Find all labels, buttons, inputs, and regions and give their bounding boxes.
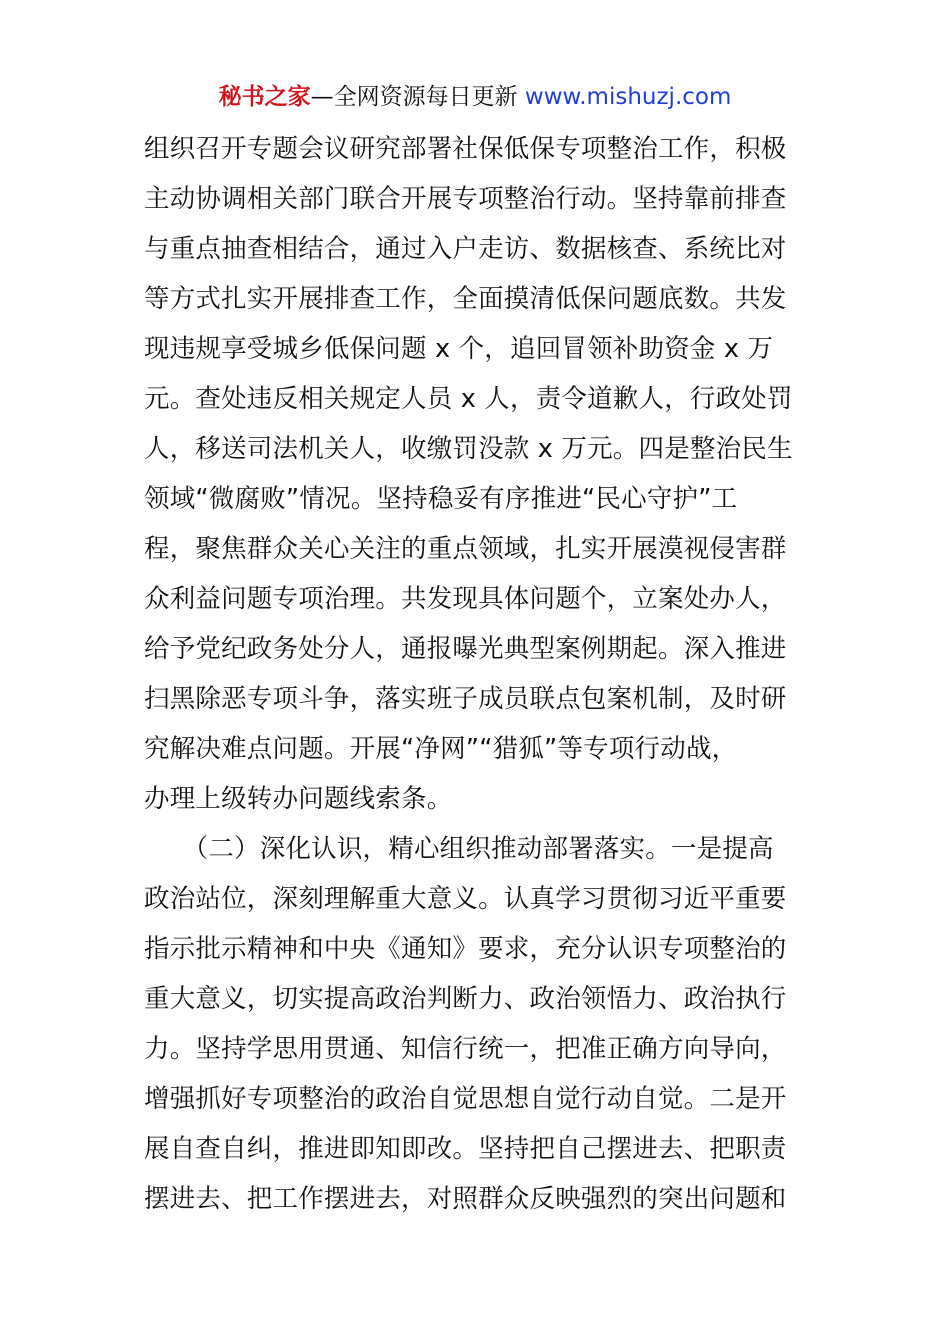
document-body <box>144 124 809 1224</box>
body-line: 重大意义，切实提高政治判断力、政治领悟力、政治执行 <box>144 984 787 1014</box>
body-line: 指示批示精神和中央《通知》要求，充分认识专项整治的 <box>144 934 787 964</box>
body-line: 等方式扎实开展排查工作，全面摸清低保问题底数。共发 <box>144 284 787 314</box>
body-line: 摆进去、把工作摆进去，对照群众反映强烈的突出问题和 <box>144 1184 787 1214</box>
body-line: 给予党纪政务处分人，通报曝光典型案例期起。深入推进 <box>144 634 787 664</box>
body-line: 与重点抽查相结合，通过入户走访、数据核查、系统比对 <box>144 234 787 264</box>
body-line: 主动协调相关部门联合开展专项整治行动。坚持靠前排查 <box>144 184 787 214</box>
body-line: 领域“微腐败”情况。坚持稳妥有序推进“民心守护”工 <box>144 484 738 514</box>
body-line: 办理上级转办问题线索条。 <box>144 784 453 814</box>
body-line: 政治站位，深刻理解重大意义。认真学习贯彻习近平重要 <box>144 884 787 914</box>
site-brand: 秘书之家 <box>218 84 311 110</box>
site-header <box>0 80 950 114</box>
body-line: 组织召开专题会议研究部署社保低保专项整治工作，积极 <box>144 134 787 164</box>
body-line: 扫黑除恶专项斗争，落实班子成员联点包案机制，及时研 <box>144 684 787 714</box>
site-tagline: 全网资源每日更新 <box>333 84 518 110</box>
body-line: 程，聚焦群众关心关注的重点领域，扎实开展漠视侵害群 <box>144 534 787 564</box>
body-line: 众利益问题专项治理。共发现具体问题个，立案处办人， <box>144 584 787 614</box>
body-line: 究解决难点问题。开展“净网”“猎狐”等专项行动战， <box>144 734 738 764</box>
body-line: 增强抓好专项整治的政治自觉思想自觉行动自觉。二是开 <box>144 1084 787 1114</box>
header-separator: — <box>310 84 334 110</box>
body-line: 现违规享受城乡低保问题 x 个，追回冒领补助资金 x 万 <box>144 334 774 364</box>
body-line: 人，移送司法机关人，收缴罚没款 x 万元。四是整治民生 <box>144 434 793 464</box>
body-line: 展自查自纠，推进即知即改。坚持把自己摆进去、把职责 <box>144 1134 787 1164</box>
site-url-link[interactable]: www.mishuzj.com <box>524 84 732 110</box>
body-line: 元。查处违反相关规定人员 x 人，责令道歉人，行政处罚 <box>144 384 793 414</box>
body-line: 力。坚持学思用贯通、知信行统一，把准正确方向导向， <box>144 1034 787 1064</box>
body-line: （二）深化认识，精心组织推动部署落实。一是提高 <box>144 834 774 864</box>
